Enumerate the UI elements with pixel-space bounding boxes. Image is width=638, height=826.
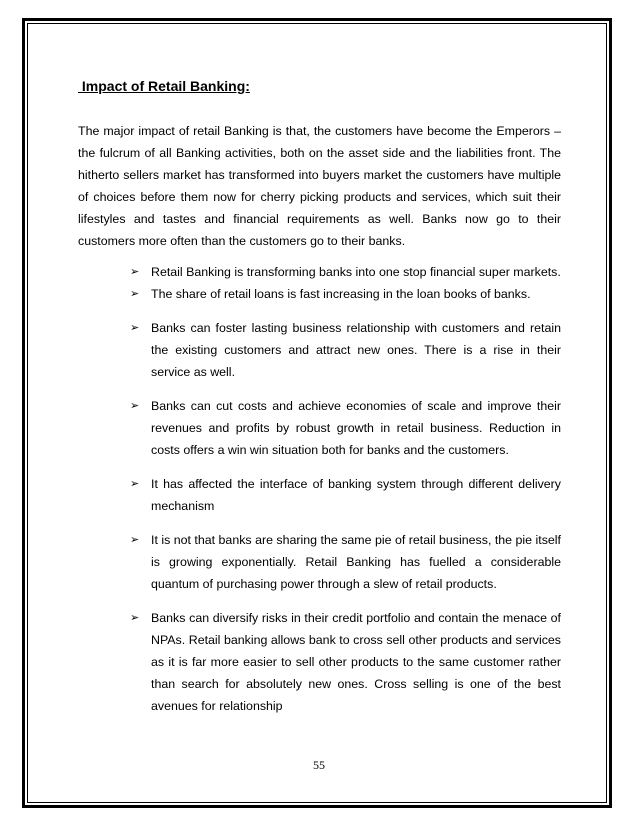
bullet-item — [130, 473, 561, 517]
bullet-text: It is not that banks are sharing the same pie of retail business, the pie itself is growing exponentially. Retail Banking has fuelled a considerable quantum of purchasing power through a slew of retail products. — [151, 533, 561, 591]
arrow-bullet-icon: ➢ — [130, 321, 140, 334]
bullet-item — [130, 529, 561, 595]
arrow-bullet-icon: ➢ — [130, 477, 140, 490]
page-number: 55 — [313, 758, 325, 772]
bullet-item — [130, 395, 561, 461]
bullet-text: Retail Banking is transforming banks into one stop financial super markets. — [151, 265, 561, 279]
bullet-item — [130, 283, 561, 305]
arrow-bullet-icon: ➢ — [130, 287, 140, 300]
intro-paragraph: The major impact of retail Banking is that, the customers have become the Emperors – the fulcrum of all Banking activities, both on the asset side and the liabilities front. The hitherto sellers market has transformed into buyers market the customers have multiple of choices before them now for cherry picking products and services, which suit their lifestyles and tastes and financial requirements as well. Banks now go to their customers more often than the customers go to their banks. — [78, 124, 561, 248]
bullet-text: It has affected the interface of banking system through different delivery mechanism — [151, 477, 561, 513]
arrow-bullet-icon: ➢ — [130, 265, 140, 278]
arrow-bullet-icon: ➢ — [130, 533, 140, 546]
bullet-text: Banks can diversify risks in their credit portfolio and contain the menace of NPAs. Retail banking allows bank to cross sell other products and services as it is far more easier to sell other products to the same customer rather than search for absolutely new ones. Cross selling is one of the best avenues for relationship — [151, 611, 561, 713]
bullet-text: Banks can cut costs and achieve economies of scale and improve their revenues and profits by robust growth in retail business. Reduction in costs offers a win win situation both for banks and the customers. — [151, 399, 561, 457]
section-heading: Impact of Retail Banking: — [78, 78, 250, 94]
bullet-item — [130, 317, 561, 383]
bullet-list — [130, 261, 561, 717]
bullet-text: The share of retail loans is fast increasing in the loan books of banks. — [151, 287, 531, 301]
bullet-item — [130, 607, 561, 717]
arrow-bullet-icon: ➢ — [130, 611, 140, 624]
bullet-text: Banks can foster lasting business relationship with customers and retain the existing customers and attract new ones. There is a rise in their service as well. — [151, 321, 561, 379]
bullet-item — [130, 261, 561, 283]
arrow-bullet-icon: ➢ — [130, 399, 140, 412]
